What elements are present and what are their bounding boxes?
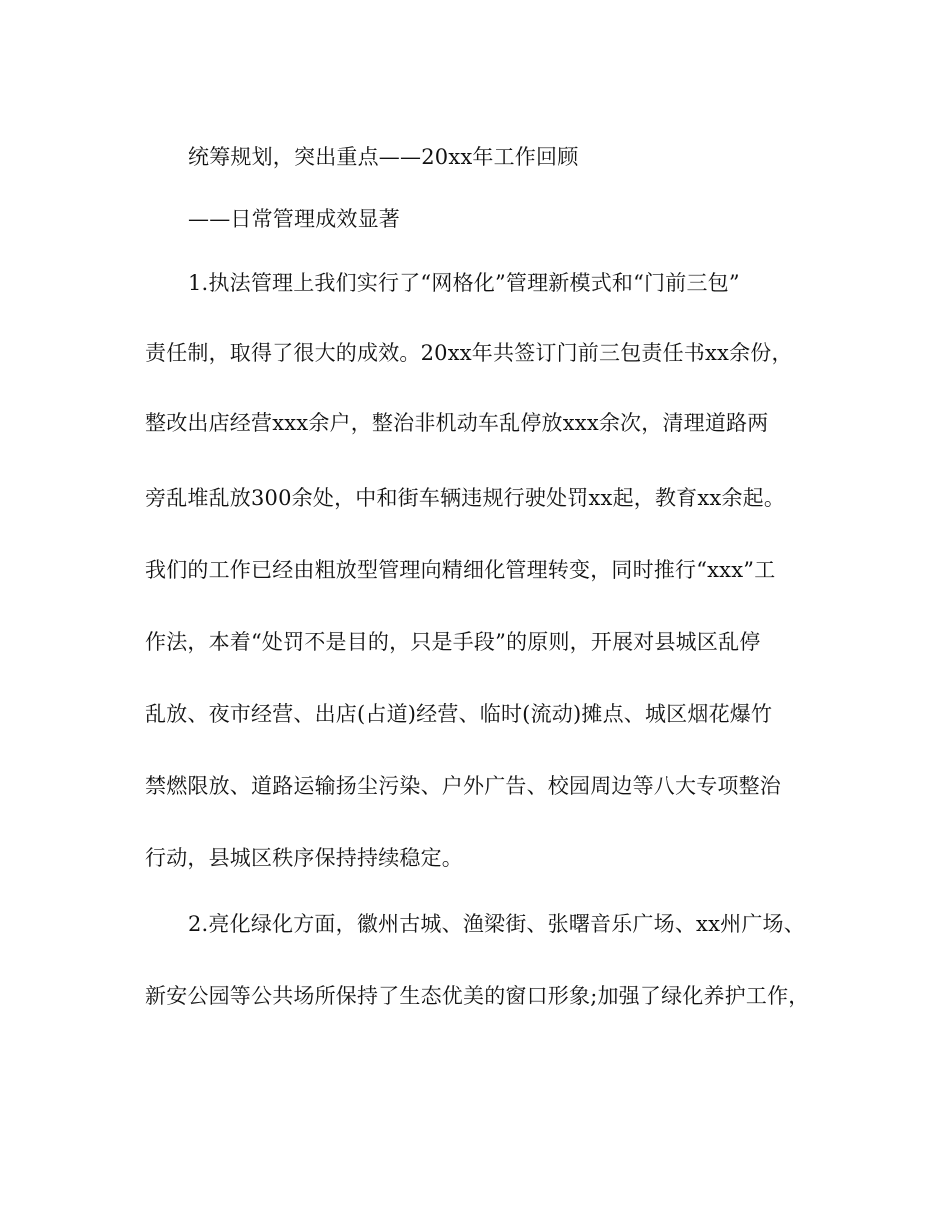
paragraph-line: 1.执法管理上我们实行了“网格化”管理新模式和“门前三包” [188,271,740,295]
paragraph-line: 2.亮化绿化方面，徽州古城、渔梁街、张曙音乐广场、xx州广场、 [188,912,805,936]
paragraph-line: 作法，本着“处罚不是目的，只是手段”的原则，开展对县城区乱停 [145,630,761,654]
paragraph-line: 责任制，取得了很大的成效。20xx年共签订门前三包责任书xx余份， [145,341,793,365]
paragraph-line: 行动，县城区秩序保持持续稳定。 [145,846,463,870]
paragraph-line: 禁燃限放、道路运输扬尘污染、户外广告、校园周边等八大专项整治 [145,774,781,798]
paragraph-line: 乱放、夜市经营、出店(占道)经营、临时(流动)摊点、城区烟花爆竹 [145,702,773,726]
paragraph-line: 我们的工作已经由粗放型管理向精细化管理转变，同时推行“xxx”工 [145,558,776,582]
paragraph-line: 整改出店经营xxx余户，整治非机动车乱停放xxx余次，清理道路两 [145,411,769,435]
document-subheading: ——日常管理成效显著 [188,207,400,231]
document-heading: 统筹规划，突出重点——20xx年工作回顾 [188,145,579,169]
paragraph-line: 旁乱堆乱放300余处，中和街车辆违规行驶处罚xx起，教育xx余起。 [145,486,786,510]
paragraph-line: 新安公园等公共场所保持了生态优美的窗口形象;加强了绿化养护工作， [145,984,810,1008]
